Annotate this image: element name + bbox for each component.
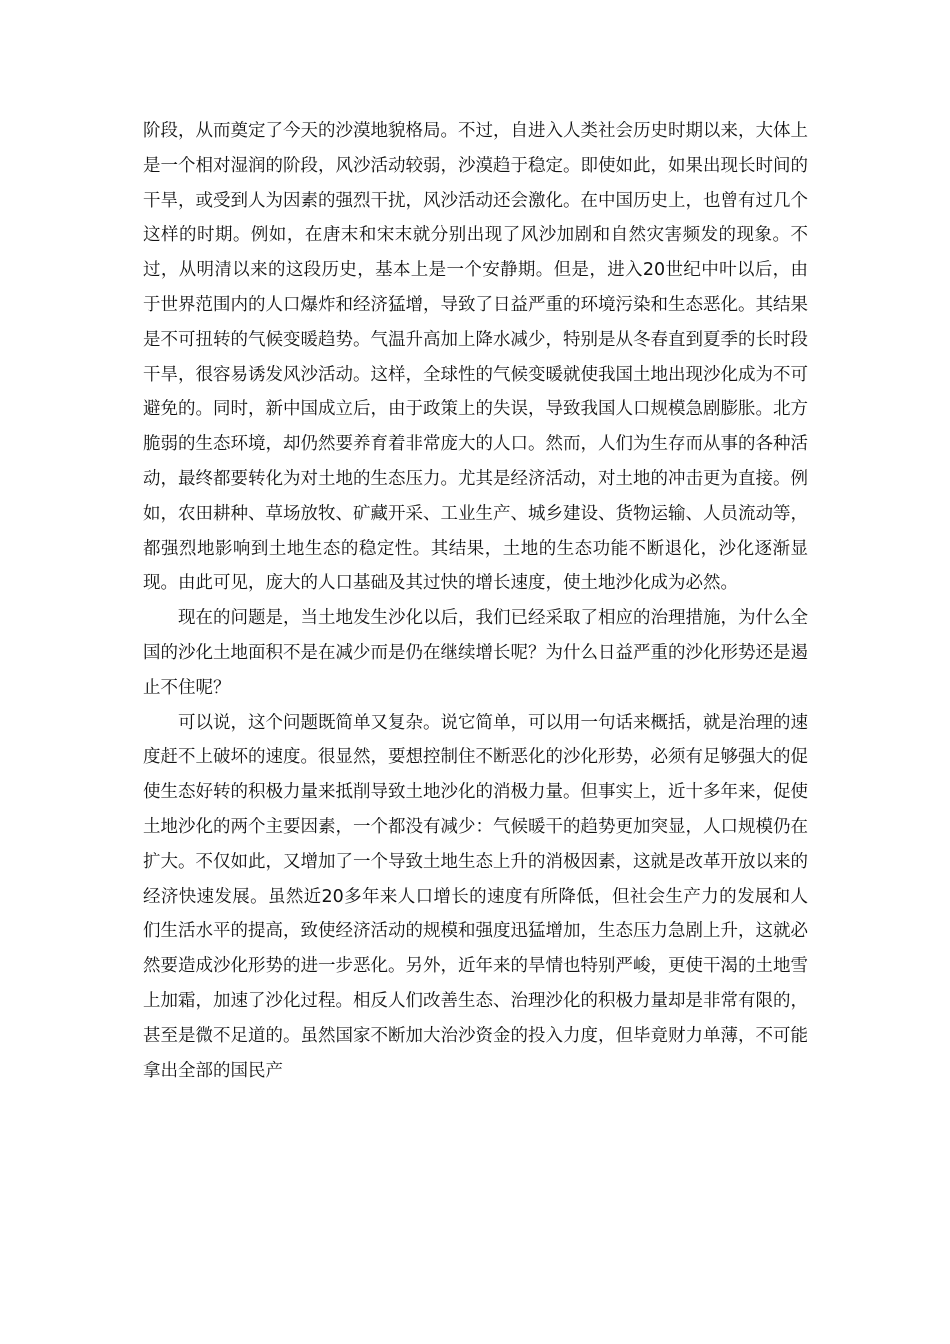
- paragraph-2: 现在的问题是，当土地发生沙化以后，我们已经采取了相应的治理措施，为什么全国的沙化土地面积不是在减少而是仍在继续增长呢？为什么日益严重的沙化形势还是遏止不住呢？: [143, 608, 808, 698]
- document-body: [143, 114, 808, 1088]
- paragraph-1: 阶段，从而奠定了今天的沙漠地貌格局。不过，自进入人类社会历史时期以来，大体上是一个相对湿润的阶段，风沙活动较弱，沙漠趋于稳定。即使如此，如果出现长时间的干旱，或受到人为因素的强烈干扰，风沙活动还会激化。在中国历史上，也曾有过几个这样的时期。例如，在唐末和宋末就分别出现了风沙加剧和自然灾害频发的现象。不过，从明清以来的这段历史，基本上是一个安静期。但是，进入20世纪中叶以后，由于世界范围内的人口爆炸和经济猛增，导致了日益严重的环境污染和生态恶化。其结果是不可扭转的气候变暖趋势。气温升高加上降水减少，特别是从冬春直到夏季的长时段干旱，很容易诱发风沙活动。这样，全球性的气候变暖就使我国土地出现沙化成为不可避免的。同时，新中国成立后，由于政策上的失误，导致我国人口规模急剧膨胀。北方脆弱的生态环境，却仍然要养育着非常庞大的人口。然而，人们为生存而从事的各种活动，最终都要转化为对土地的生态压力。尤其是经济活动，对土地的冲击更为直接。例如，农田耕种、草场放牧、矿藏开采、工业生产、城乡建设、货物运输、人员流动等，都强烈地影响到土地生态的稳定性。其结果，土地的生态功能不断退化，沙化逐渐显现。由此可见，庞大的人口基础及其过快的增长速度，使土地沙化成为必然。: [143, 121, 808, 594]
- paragraph-3: 可以说，这个问题既简单又复杂。说它简单，可以用一句话来概括，就是治理的速度赶不上破坏的速度。很显然，要想控制住不断恶化的沙化形势，必须有足够强大的促使生态好转的积极力量来抵削导致土地沙化的消极力量。但事实上，近十多年来，促使土地沙化的两个主要因素，一个都没有减少：气候暖干的趋势更加突显，人口规模仍在扩大。不仅如此，又增加了一个导致土地生态上升的消极因素，这就是改革开放以来的经济快速发展。虽然近20多年来人口增长的速度有所降低，但社会生产力的发展和人们生活水平的提高，致使经济活动的规模和强度迅猛增加，生态压力急剧上升，这就必然要造成沙化形势的进一步恶化。另外，近年来的旱情也特别严峻，更使干渴的土地雪上加霜，加速了沙化过程。相反人们改善生态、治理沙化的积极力量却是非常有限的，甚至是微不足道的。虽然国家不断加大治沙资金的投入力度，但毕竟财力单薄，不可能拿出全部的国民产: [143, 712, 808, 1081]
